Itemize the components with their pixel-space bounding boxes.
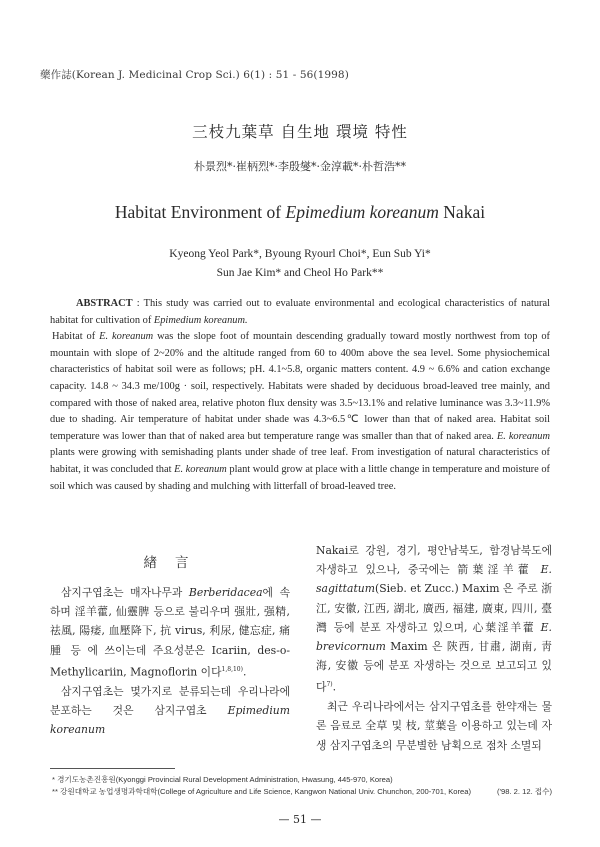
body-column-left: [50, 583, 290, 739]
body-taxon: Berberidacea: [188, 586, 263, 599]
section-heading-introduction: 緖言: [143, 555, 207, 571]
footnote-affiliation-2-text: ** 강원대학교 농업생명과학대학(College of Agriculture and Life Science, Kangwon National Univ. Chunchon, 200-701, Korea): [52, 787, 471, 796]
page-number: — 51 —: [278, 813, 322, 826]
english-title-post: Nakai: [438, 202, 486, 222]
footnote-affiliation-2: [52, 786, 552, 797]
journal-citation: 藥作誌(Korean J. Medicinal Crop Sci.) 6(1) : 51 - 56(1998): [40, 69, 349, 81]
body-text: 삼지구엽초는 매자나무과: [61, 586, 189, 599]
citation-ref: 7): [326, 681, 333, 689]
abstract-species: E. koreanum: [496, 430, 550, 442]
abstract-paragraph-1: [50, 296, 550, 329]
abstract-species: E. koreanum: [174, 463, 227, 475]
english-title-species: Epimedium koreanum: [285, 202, 439, 222]
received-date: ('98. 2. 12. 접수): [497, 787, 552, 796]
body-paragraph: [50, 682, 290, 740]
abstract-paragraph-2: [50, 329, 550, 495]
footnote-rule: [50, 768, 175, 769]
body-paragraph: [50, 583, 290, 682]
footnote-affiliation-1: * 경기도농촌진흥원(Kyonggi Provincial Rural Development Administration, Hwasung, 445-970, Korea): [52, 775, 393, 784]
korean-authors: 朴景烈*·崔柄烈*·李殷燮*·金淳載*·朴哲浩**: [194, 160, 406, 173]
english-title-pre: Habitat Environment of: [114, 202, 286, 222]
body-taxon: E. sagittatum: [316, 563, 552, 596]
abstract-species: E. koreanum: [99, 331, 154, 343]
english-authors-line-1: Kyeong Yeol Park*, Byoung Ryourl Choi*, Eun Sub Yi*: [169, 248, 431, 260]
english-authors: [0, 245, 600, 283]
abstract-text: was the slope foot of mountain descending gradually toward mostly northwest from top of mountain with slope of 2~20% and the altitude ranged from 60 to 400m above the sea level. Some physiochemical characteristics of habitat soil were as follows; pH. 4.1~5.8, organic matters content. 4.9 ~ 6.6% and cation exchange capacity. 14.8 ~ 34.3 me/100g · soil, respectively. Habitats were shaded by deciduous broad-leaved tree mainly, and compared with those of naked area, relative photon flux density was 3.5~13.1% and relative luminance was 3.3~11.9% due to shading. Air temperature of habitat under shade was 4.3~6.5℃ lower than that of naked area. Habitat soil temperature was lower than that of naked area but temperature range was smaller than that of naked area.: [50, 331, 551, 442]
abstract-text: plants were growing with semishading plants under shade of tree leaf. From investigation of natural characteristics of habitat, it was concluded that: [50, 447, 550, 475]
body-taxon: E. brevicornum: [316, 620, 552, 654]
english-title: [0, 202, 600, 223]
body-column-right: [316, 541, 552, 755]
abstract-text: : This study was carried out to evaluate environmental and ecological characteristics of natural habitat for cultivation of: [50, 298, 550, 326]
body-paragraph: [316, 541, 552, 697]
abstract: [50, 296, 550, 495]
abstract-species: Epimedium koreanum.: [153, 314, 248, 326]
body-text: Nakai로 강원, 경기, 평안남북도, 함경남북도에 자생하고 있으나, 중국에는 箭葉淫羊藿: [316, 544, 552, 577]
body-paragraph: 최근 우리나라에서는 삼지구엽초를 한약재는 물론 음료로 全草 및 枝, 莖葉을 이용하고 있는데 자생 삼지구엽초의 무분별한 남획으로 점차 소멸되: [316, 700, 552, 752]
body-taxon: Epimedium koreanum: [50, 703, 290, 737]
body-text: Maxim 은 陝西, 甘肅, 湖南, 靑海, 安徽 등에 분포 자생하는 것으로 보고되고 있다: [316, 640, 552, 695]
body-text: 에 속하며 淫羊藿, 仙靈脾 등으로 불리우며 强壯, 强精, 祛風, 陽痿, 血壓降下, 抗 virus, 利尿, 健忘症, 痛腫 등 에 쓰이는데 주요성분은 Icariin, des-o-Methylicariin, Magnoflorin 이다: [50, 586, 290, 679]
body-text: 삼지구엽초는 몇가지로 분류되는데 우리나라에 분포하는 것은 삼지구엽초: [50, 684, 290, 717]
body-text: (Sieb. et Zucc.) Maxim 은 주로 浙江, 安徽, 江西, 湖北, 廣西, 福建, 廣東, 四川, 臺灣 등에 분포 자생하고 있으며, 心葉淫羊藿: [316, 582, 552, 634]
abstract-label: ABSTRACT: [76, 298, 133, 309]
abstract-text: plant would grow at place with a little change in temperature and moisture of soil which was caused by shading and mulching with litterfall of broad-leaved tree.: [50, 463, 550, 492]
abstract-text: Habitat of: [52, 331, 100, 343]
citation-ref: 1,8,10): [221, 665, 243, 673]
english-authors-line-2: Sun Jae Kim* and Cheol Ho Park**: [216, 267, 384, 279]
body-text: .: [332, 681, 337, 695]
korean-title: 三枝九葉草 自生地 環境 特性: [192, 123, 408, 141]
body-text: .: [242, 665, 247, 679]
